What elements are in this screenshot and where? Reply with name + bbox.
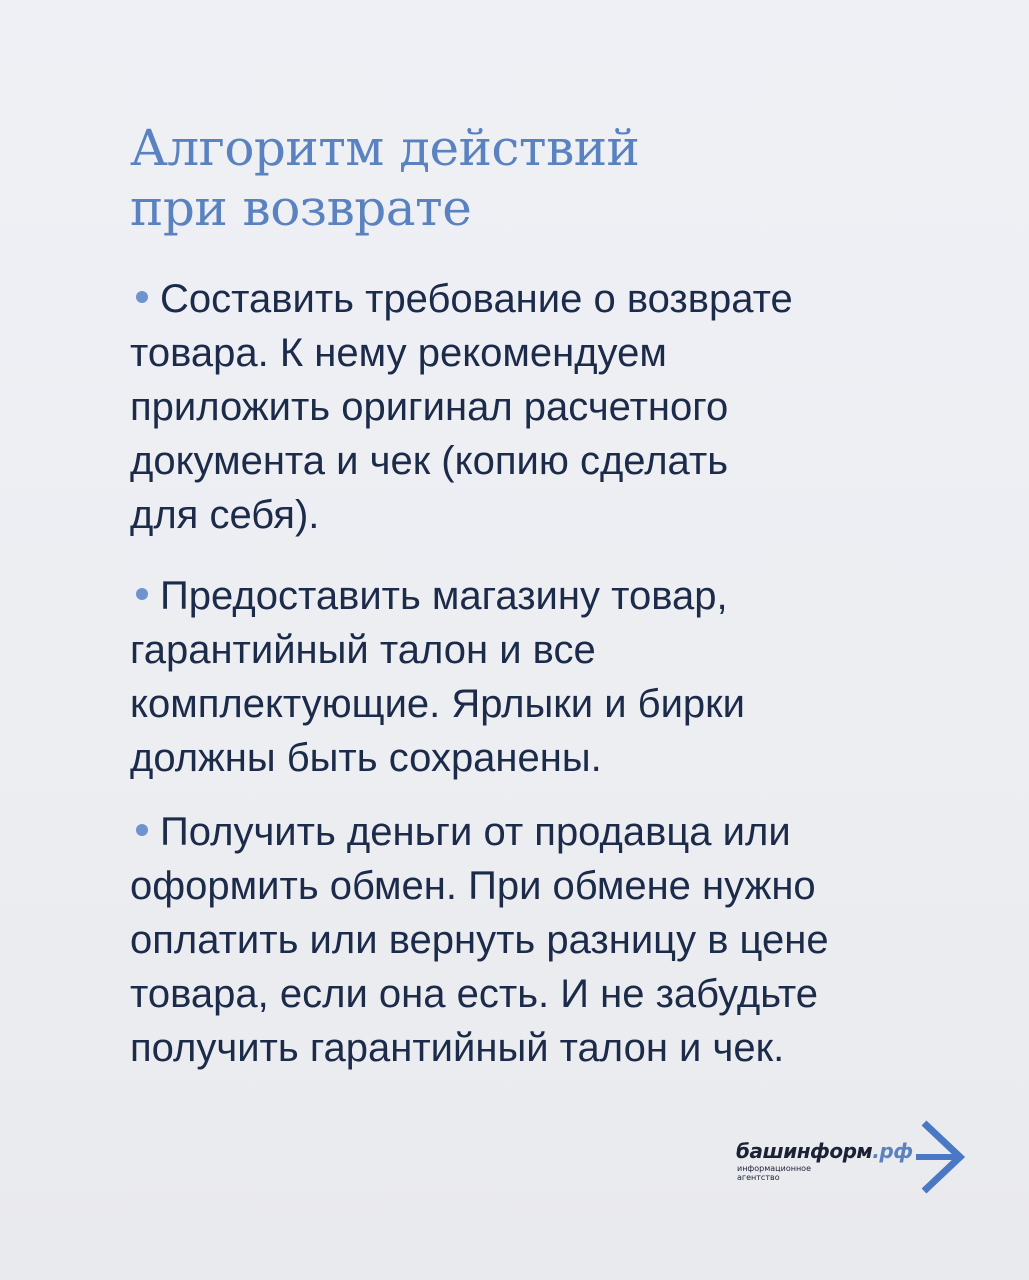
item-text-line: для себя). xyxy=(130,493,320,537)
page-title xyxy=(130,118,950,238)
item-text-line: получить гарантийный талон и чек. xyxy=(130,1026,785,1070)
item-text-line: Получить деньги от продавца или xyxy=(160,810,791,854)
logo-domain: .рф xyxy=(872,1139,913,1163)
bullet-icon xyxy=(136,291,148,303)
item-text-line: товара, если она есть. И не забудьте xyxy=(130,972,819,1016)
logo xyxy=(736,1114,968,1194)
arrow-right-icon xyxy=(916,1117,968,1197)
item-text-line: Составить требование о возврате xyxy=(160,277,793,321)
item-text-line: комплектующие. Ярлыки и бирки xyxy=(130,682,745,726)
title-line-2: при возврате xyxy=(130,179,472,237)
item-text-line: приложить оригинал расчетного xyxy=(130,385,729,429)
bullet-icon xyxy=(136,824,148,836)
logo-name: башинформ.рф xyxy=(736,1139,913,1163)
item-text-line: гарантийный талон и все xyxy=(130,628,596,672)
item-text-line: оплатить или вернуть разницу в цене xyxy=(130,918,829,962)
list-item xyxy=(130,272,930,542)
item-text-line: должны быть сохранены. xyxy=(130,736,602,780)
bullet-icon xyxy=(136,588,148,600)
item-text-line: Предоставить магазину товар, xyxy=(160,574,728,618)
list-item xyxy=(130,805,930,1075)
logo-subtitle: информационное агентство xyxy=(737,1164,811,1182)
item-text-line: документа и чек (копию сделать xyxy=(130,439,729,483)
list-item xyxy=(130,569,930,785)
title-line-1: Алгоритм действий xyxy=(130,119,640,177)
item-text-line: товара. К нему рекомендуем xyxy=(130,331,667,375)
item-text-line: оформить обмен. При обмене нужно xyxy=(130,864,816,908)
